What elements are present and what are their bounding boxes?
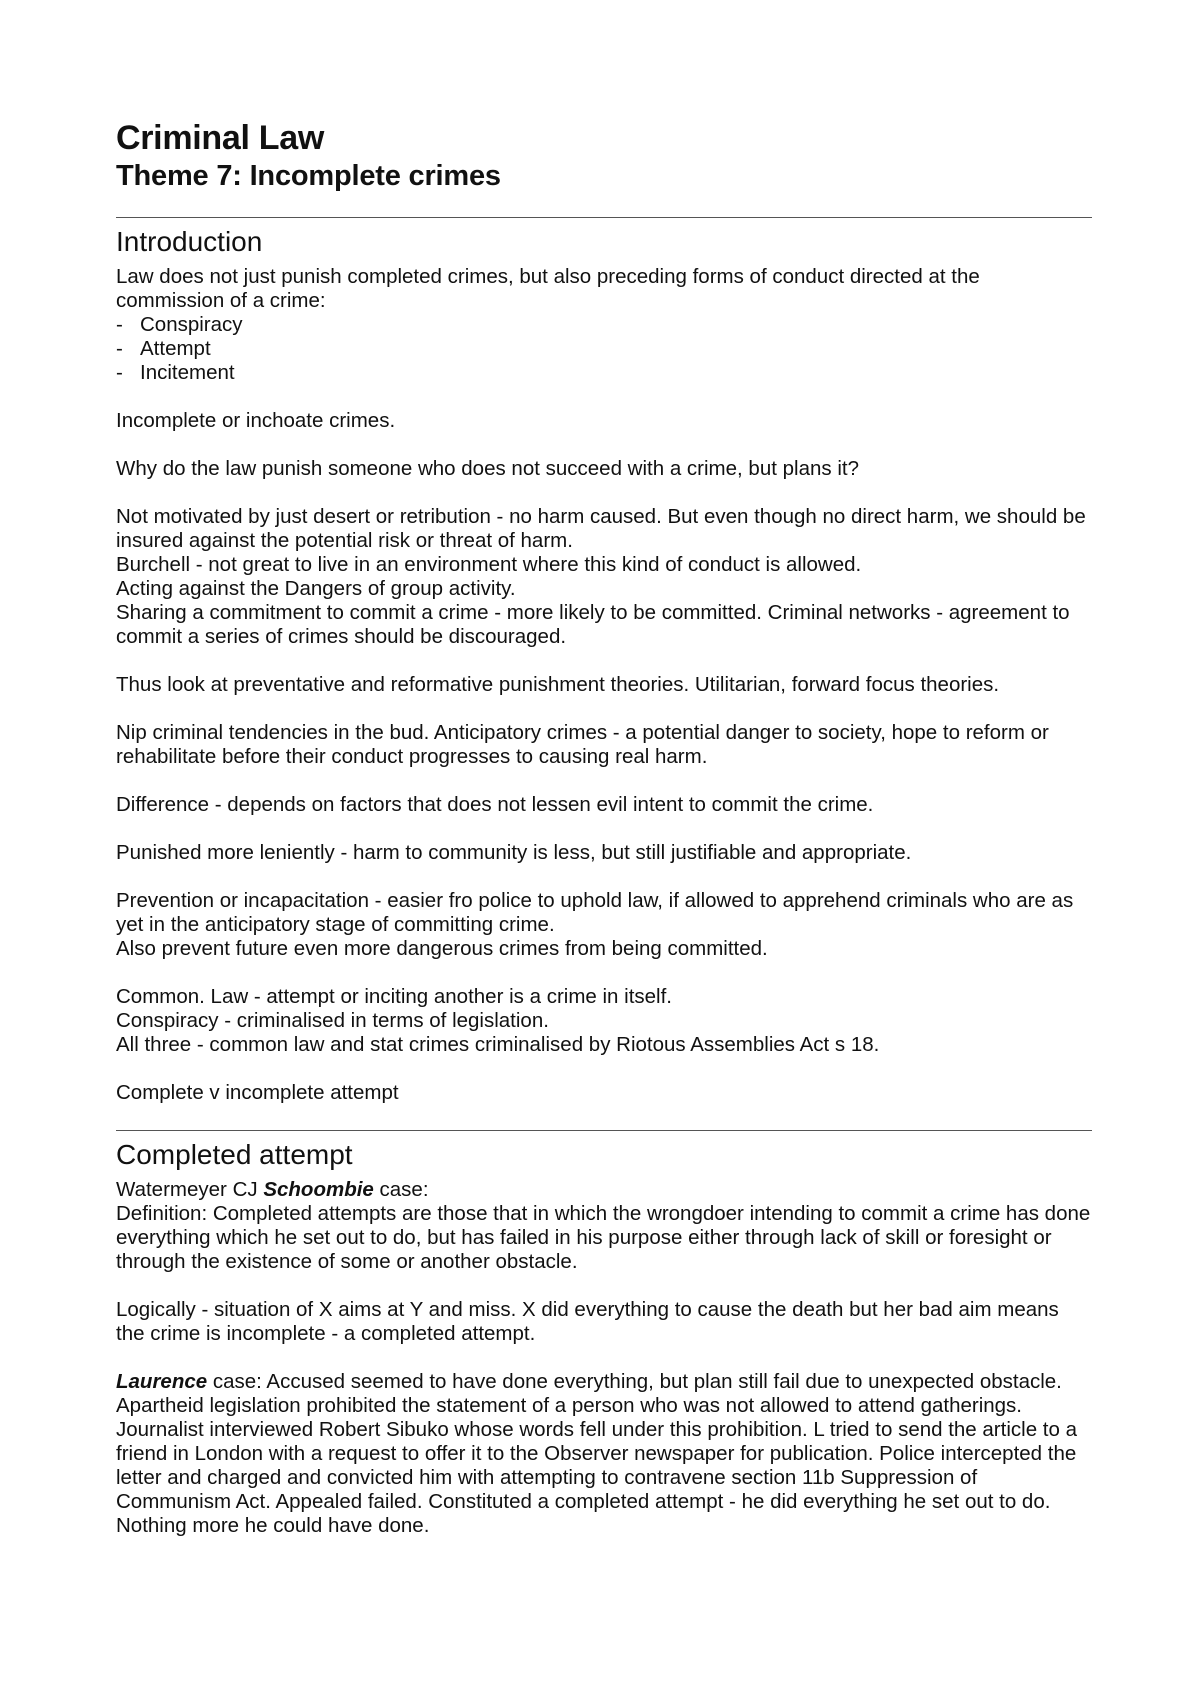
paragraph-watermeyer bbox=[116, 1178, 1092, 1202]
paragraph-laurence bbox=[116, 1370, 1092, 1538]
paragraph-why: Why do the law punish someone who does not succeed with a crime, but plans it? bbox=[116, 457, 859, 480]
list-item-text: Conspiracy bbox=[140, 313, 243, 336]
watermeyer-suffix: case: bbox=[373, 1178, 429, 1201]
completed-attempt-heading: Completed attempt bbox=[116, 1139, 353, 1170]
dash-bullet: - bbox=[116, 313, 123, 336]
introduction-section bbox=[116, 225, 1092, 1105]
paragraph-logically: Logically - situation of X aims at Y and miss. X did everything to cause the death but her bad aim means the crime is incomplete - a completed attempt. bbox=[116, 1298, 1059, 1345]
section-divider bbox=[116, 1130, 1092, 1131]
list-item bbox=[116, 361, 1092, 385]
list-item bbox=[116, 337, 1092, 361]
list-item-text: Attempt bbox=[140, 337, 211, 360]
paragraph-punished: Punished more leniently - harm to community is less, but still justifiable and appropriate. bbox=[116, 841, 912, 864]
intro-lead-paragraph: Law does not just punish completed crimes, but also preceding forms of conduct directed at the commission of a crime: bbox=[116, 265, 980, 312]
document-page bbox=[116, 118, 1092, 1538]
paragraph-prevent-future: Also prevent future even more dangerous crimes from being committed. bbox=[116, 937, 768, 960]
document-title: Criminal Law bbox=[116, 119, 325, 157]
paragraph-inchoate: Incomplete or inchoate crimes. bbox=[116, 409, 396, 432]
paragraph-sharing: Sharing a commitment to commit a crime - more likely to be committed. Criminal networks - agreement to commit a series of crimes should be discouraged. bbox=[116, 601, 1070, 648]
paragraph-motivated: Not motivated by just desert or retribution - no harm caused. But even though no direct harm, we should be insured against the potential risk or threat of harm. bbox=[116, 505, 1086, 552]
section-divider bbox=[116, 217, 1092, 218]
dash-bullet: - bbox=[116, 361, 123, 384]
paragraph-conspiracy: Conspiracy - criminalised in terms of legislation. bbox=[116, 1009, 549, 1032]
introduction-heading: Introduction bbox=[116, 226, 263, 257]
case-name-laurence: Laurence bbox=[116, 1370, 208, 1393]
paragraph-group-activity: Acting against the Dangers of group activity. bbox=[116, 577, 516, 600]
paragraph-complete-v-incomplete: Complete v incomplete attempt bbox=[116, 1081, 399, 1104]
completed-attempt-section bbox=[116, 1138, 1092, 1538]
paragraph-difference: Difference - depends on factors that does not lessen evil intent to commit the crime. bbox=[116, 793, 874, 816]
document-subtitle: Theme 7: Incomplete crimes bbox=[116, 160, 501, 192]
case-name-schoombie: Schoombie bbox=[263, 1178, 374, 1201]
paragraph-thus: Thus look at preventative and reformative punishment theories. Utilitarian, forward focus theories. bbox=[116, 673, 1000, 696]
paragraph-prevention: Prevention or incapacitation - easier fro police to uphold law, if allowed to apprehend criminals who are as yet in the anticipatory stage of committing crime. bbox=[116, 889, 1074, 936]
list-item bbox=[116, 313, 1092, 337]
laurence-text: case: Accused seemed to have done everything, but plan still fail due to unexpected obstacle. Apartheid legislation prohibited the statement of a person who was not allowed to attend gatherings. Journalist interviewed Robert Sibuko whose words fell under this prohibition. L tried to send the article to a friend in London with a request to offer it to the Observer newspaper for publication. Police intercepted the letter and charged and convicted him with attempting to contravene section 11b Suppression of Communism Act. Appealed failed. Constituted a completed attempt - he did everything he set out to do. Nothing more he could have done. bbox=[116, 1370, 1077, 1537]
paragraph-burchell: Burchell - not great to live in an environment where this kind of conduct is allowed. bbox=[116, 553, 862, 576]
paragraph-all-three: All three - common law and stat crimes criminalised by Riotous Assemblies Act s 18. bbox=[116, 1033, 880, 1056]
paragraph-common-law: Common. Law - attempt or inciting another is a crime in itself. bbox=[116, 985, 672, 1008]
watermeyer-prefix: Watermeyer CJ bbox=[116, 1178, 264, 1201]
dash-bullet: - bbox=[116, 337, 123, 360]
list-item-text: Incitement bbox=[140, 361, 235, 384]
paragraph-definition: Definition: Completed attempts are those that in which the wrongdoer intending to commit a crime has done everything which he set out to do, but has failed in his purpose either through lack of skill or foresight or through the existence of some or another obstacle. bbox=[116, 1202, 1091, 1273]
inchoate-crimes-list bbox=[116, 313, 1092, 385]
paragraph-nip: Nip criminal tendencies in the bud. Anticipatory crimes - a potential danger to society, hope to reform or rehabilitate before their conduct progresses to causing real harm. bbox=[116, 721, 1049, 768]
